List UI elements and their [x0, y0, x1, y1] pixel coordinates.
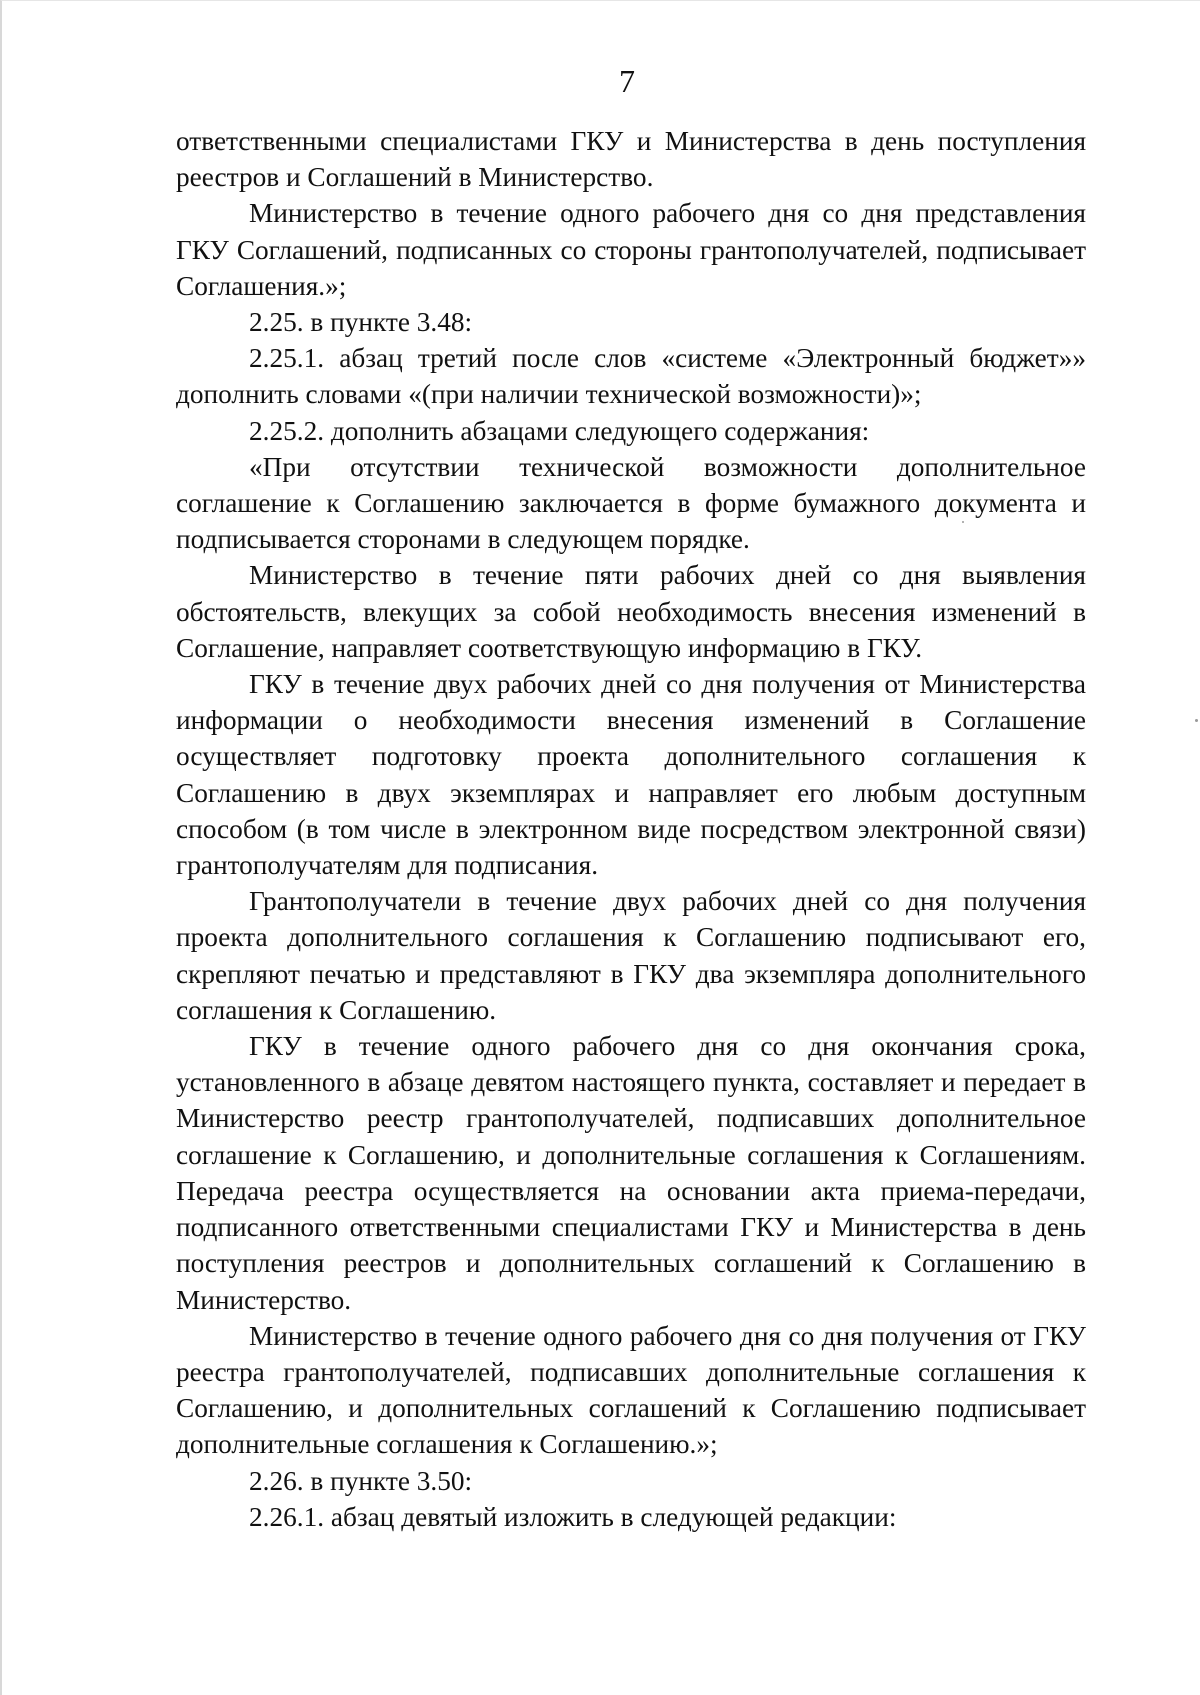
paragraph-ministry-five-days: Министерство в течение пяти рабочих дней со дня выявления обстоятельств, влекущих за собой необходимость внесения изменений в Соглашение, направляет соответствующую информацию в ГКУ.: [176, 560, 1086, 663]
paragraph-continuation: ответственными специалистами ГКУ и Министерства в день поступления реестров и Соглашений в Министерство.: [176, 126, 1086, 193]
paragraph-grantees-two-days: Грантополучатели в течение двух рабочих дней со дня получения проекта дополнительного соглашения к Соглашению подписывают его, скрепляют печатью и представляют в ГКУ два экземпляра дополнительного соглашения к Соглашению.: [176, 886, 1086, 1025]
scan-speck: [1195, 719, 1198, 722]
paragraph-gku-one-day: ГКУ в течение одного рабочего дня со дня окончания срока, установленного в абзаце девятом настоящего пункта, составляет и передает в Министерство реестр грантополучателей, подписавших дополнительное соглашение к Соглашению, и дополнительные соглашения к Соглашениям. Передача реестра осуществляется на основании акта приема-передачи, подписанного ответственными специалистами ГКУ и Министерства в день поступления реестров и дополнительных соглашений к Соглашению в Министерство.: [176, 1031, 1086, 1315]
clause-2-26: 2.26. в пункте 3.50:: [249, 1465, 473, 1496]
clause-2-26-1: 2.26.1. абзац девятый изложить в следующей редакции:: [249, 1501, 897, 1532]
page-number: 7: [619, 63, 635, 99]
paragraph-paper-document: «При отсутствии технической возможности дополнительное соглашение к Соглашению заключается в форме бумажного документа и подписывается сторонами в следующем порядке.: [176, 451, 1086, 555]
document-body: [176, 123, 1086, 1535]
paragraph-ministry-one-day: Министерство в течение одного рабочего дня со дня получения от ГКУ реестра грантополучателей, подписавших дополнительные соглашения к Соглашению, и дополнительных соглашений к Соглашению подписывает дополнительные соглашения к Соглашению.»;: [176, 1320, 1086, 1460]
clause-2-25-1: 2.25.1. абзац третий после слов «системе «Электронный бюджет»» дополнить словами «(при наличии технической возможности)»;: [176, 343, 1086, 410]
paragraph-gku-two-days: ГКУ в течение двух рабочих дней со дня получения от Министерства информации о необходимости внесения изменений в Соглашение осуществляет подготовку проекта дополнительного соглашения к Соглашению в двух экземплярах и направляет его любым доступным способом (в том числе в электронном виде посредством электронной связи) грантополучателям для подписания.: [176, 669, 1086, 881]
scan-speck: [962, 521, 964, 523]
clause-2-25-2: 2.25.2. дополнить абзацами следующего содержания:: [249, 415, 870, 446]
paragraph-ministry-signs-agreements: Министерство в течение одного рабочего дня со дня представления ГКУ Соглашений, подписанных со стороны грантополучателей, подписывает Соглашения.»;: [176, 198, 1086, 301]
clause-2-25: 2.25. в пункте 3.48:: [249, 307, 473, 338]
